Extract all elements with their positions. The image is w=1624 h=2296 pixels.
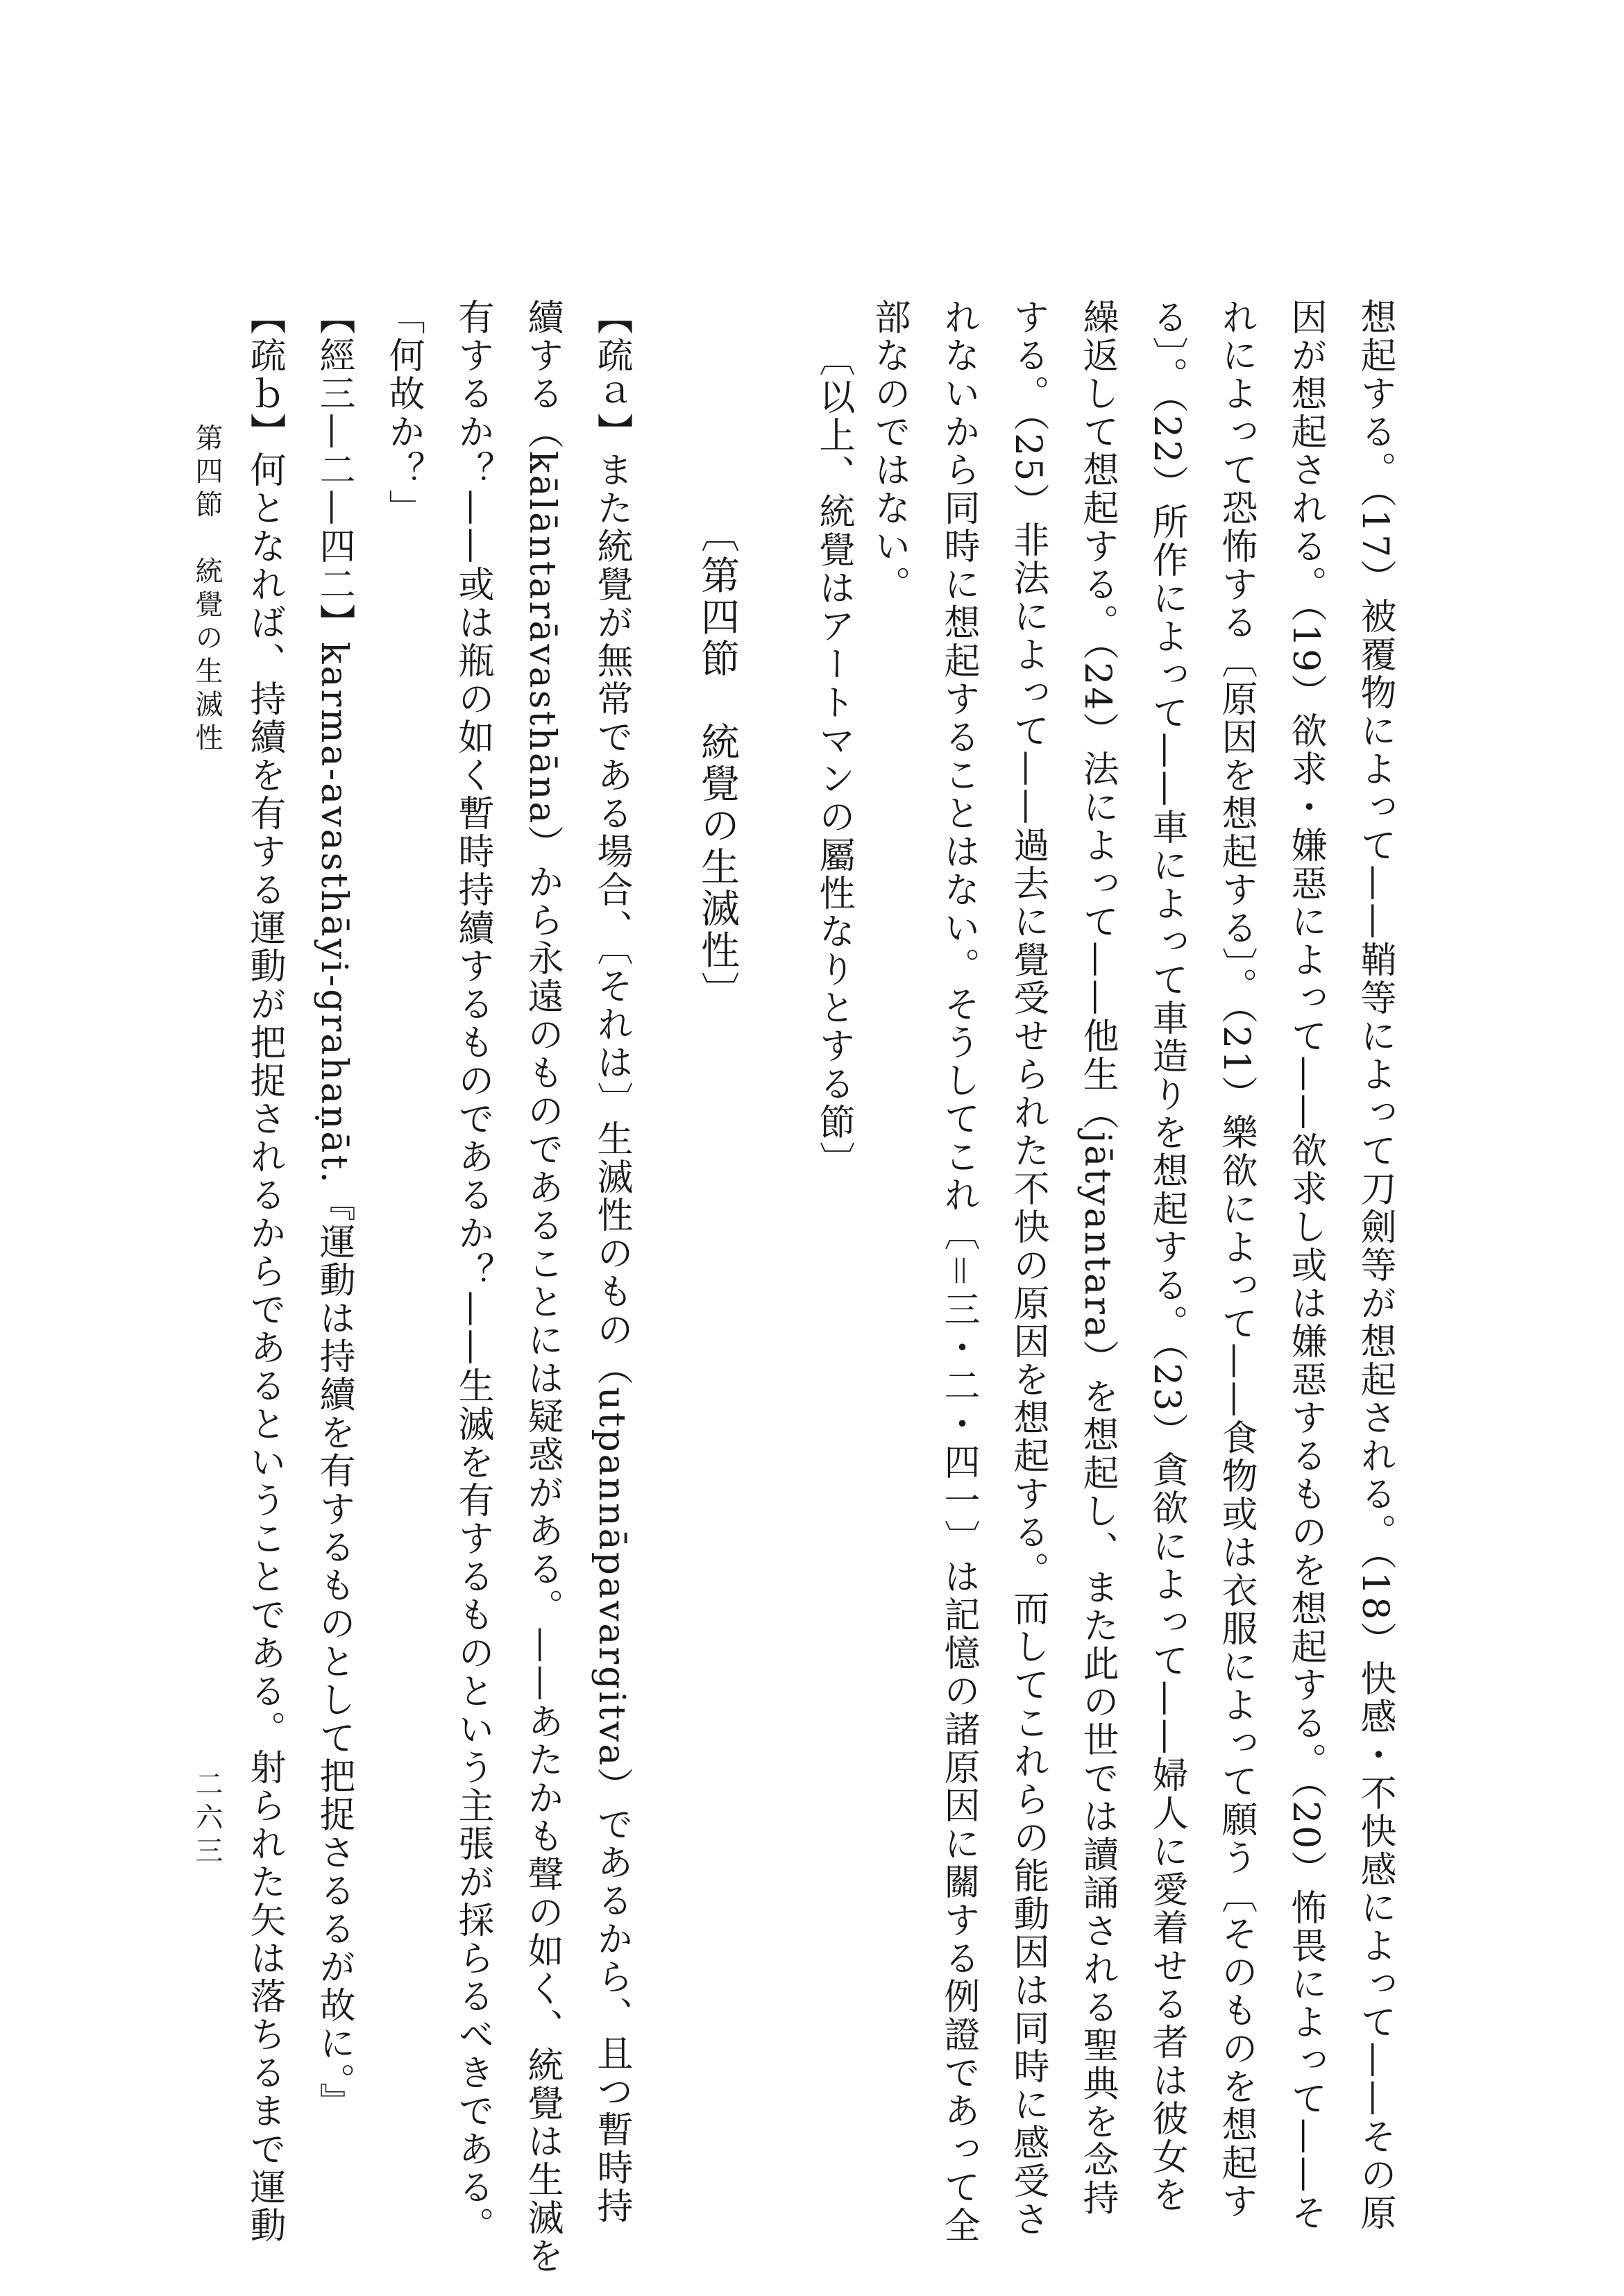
text-column-9: 【疏ａ】また統覺が無常である場合、〔それは〕生滅性のもの（utpannāpavargitva）であるから、且つ暫時持 <box>591 298 632 2226</box>
text-column-5: 繰返して想起する。（24）法によって——他生（jātyantara）を想起し、また此の世では讀誦される聖典を念持 <box>1076 298 1118 2218</box>
section-heading: 〔第四節 統覺の生滅性〕 <box>695 513 740 1013</box>
text-column-11: 有するか？——或は瓶の如く暫時持續するものであるか？——生滅を有するものという主張が採らるべきである。 <box>452 298 493 2245</box>
text-column-10: 續する（kālāntarāvasthāna）から永遠のものであることには疑惑がある。——あたかも聲の如く、統覺は生滅を <box>521 298 563 2276</box>
text-column-6: する。（25）非法によって——過去に覺受せられた不快の原因を想起する。而してこれらの能動因は同時に感受さ <box>1007 298 1049 2239</box>
text-column-2: 因が想起される。（19）欲求・嫌惡によって——欲求し或は嫌惡するものを想起する。（20）怖畏によって——そ <box>1285 298 1326 2233</box>
text-column-4: る〕。（22）所作によって——車によって車造りを想起する。（23）貪欲によって——婦人に愛着せる者は彼女を <box>1146 298 1187 2215</box>
closing-note: 〔以上、統覺はアートマンの屬性なりとする節〕 <box>813 340 854 1180</box>
text-column-14: 【疏ｂ】何となれば、持續を有する運動が把捉されるからであるということである。射られた矢は落ちるまで運動 <box>244 298 285 2245</box>
page-number: 二六三 <box>191 1769 223 1869</box>
text-column-13: 【經三—二—四二】karma-avasthāyi-grahaṇāt.『運動は持續を有するものとして把捉さるるが故に。』 <box>313 298 355 2121</box>
text-column-3: れによって恐怖する〔原因を想起する〕。（21）樂欲によって——食物或は衣服によって願う〔そのものを想起す <box>1215 298 1257 2221</box>
text-column-7: れないから同時に想起することはない。そうしてこれ〔＝三・二・四一〕は記憶の諸原因に關する例證であって全 <box>938 298 979 2245</box>
text-column-8: 部なのではない。 <box>868 298 910 604</box>
text-column-1: 想起する。（17）被覆物によって——鞘等によって刀劍等が想起される。（18）快感・不快感によって——その原 <box>1354 298 1396 2233</box>
running-header-section: 第四節 統覺の生滅性 <box>191 423 223 756</box>
text-column-12: 「何故か？」 <box>382 298 424 527</box>
